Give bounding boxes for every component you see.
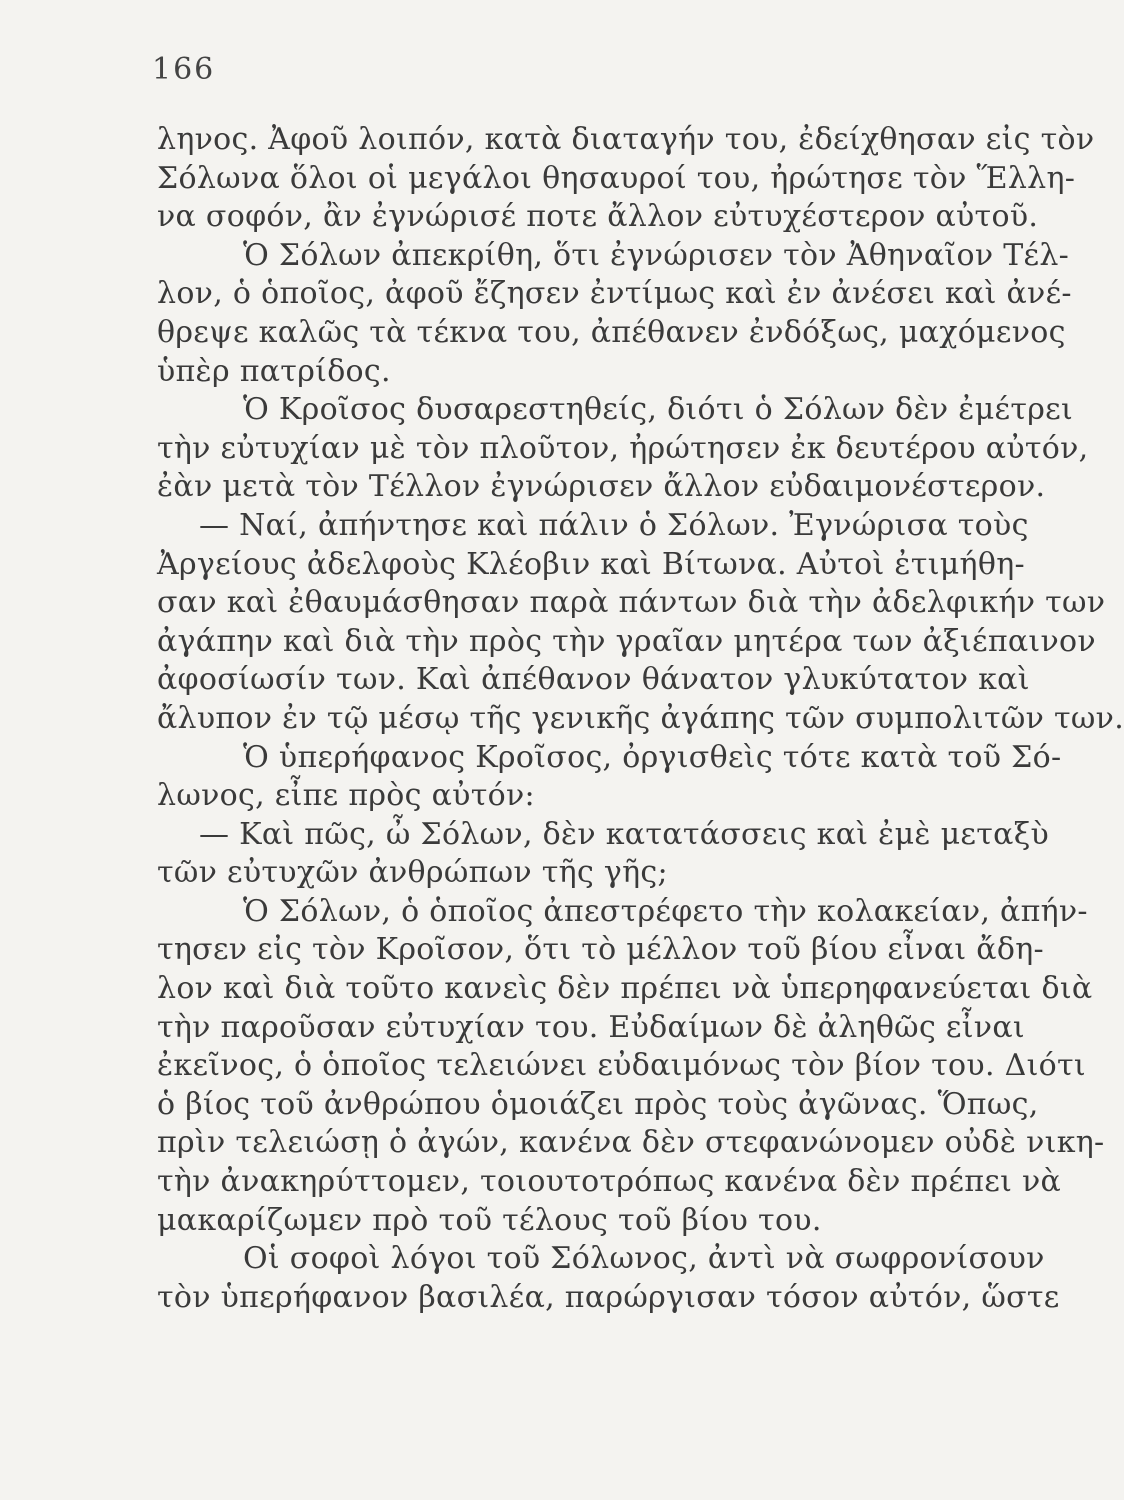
text-line: ἄλυπον ἐν τῷ μέσῳ τῆς γενικῆς ἀγάπης τῶν συμπολιτῶν των. bbox=[157, 700, 1124, 736]
text-line: Ὁ Σόλων ἀπεκρίθη, ὅτι ἐγνώρισεν τὸν Ἀθηναῖον Τέλ- bbox=[243, 237, 1070, 273]
text-line: Οἱ σοφοὶ λόγοι τοῦ Σόλωνος, ἀντὶ νὰ σωφρονίσουν bbox=[243, 1241, 1045, 1277]
text-line: Ὁ ὑπερήφανος Κροῖσος, ὀργισθεὶς τότε κατὰ τοῦ Σό- bbox=[243, 739, 1062, 775]
text-line: Ὁ Κροῖσος δυσαρεστηθείς, διότι ὁ Σόλων δὲν ἐμέτρει bbox=[243, 392, 1074, 428]
text-line: ἐκεῖνος, ὁ ὁποῖος τελειώνει εὐδαιμόνως τὸν βίον του. Διότι bbox=[157, 1048, 1086, 1084]
text-line: ἀγάπην καὶ διὰ τὴν πρὸς τὴν γραῖαν μητέρα των ἀξιέπαινον bbox=[157, 623, 1096, 659]
text-line: τῶν εὐτυχῶν ἀνθρώπων τῆς γῆς; bbox=[157, 855, 668, 891]
body-text bbox=[157, 121, 1124, 1317]
text-line: λον, ὁ ὁποῖος, ἀφοῦ ἔζησεν ἐντίμως καὶ ἐν ἀνέσει καὶ ἀνέ- bbox=[157, 276, 1072, 312]
text-line: ληνος. Ἀφοῦ λοιπόν, κατὰ διαταγήν του, ἐδείχθησαν εἰς τὸν bbox=[157, 122, 1095, 157]
text-line: μακαρίζωμεν πρὸ τοῦ τέλους τοῦ βίου του. bbox=[157, 1202, 822, 1238]
text-line: θρεψε καλῶς τὰ τέκνα του, ἀπέθανεν ἐνδόξως, μαχόμενος bbox=[157, 314, 1066, 350]
text-line: ἀφοσίωσίν των. Καὶ ἀπέθανον θάνατον γλυκύτατον καὶ bbox=[157, 662, 1030, 698]
text-line: λωνος, εἶπε πρὸς αὐτόν: bbox=[157, 778, 535, 814]
text-line: τὸν ὑπερήφανον βασιλέα, παρώργισαν τόσον αὐτόν, ὥστε bbox=[157, 1279, 1060, 1315]
text-line: λον καὶ διὰ τοῦτο κανεὶς δὲν πρέπει νὰ ὑπερηφανεύεται διὰ bbox=[157, 971, 1093, 1007]
text-line: τὴν εὐτυχίαν μὲ τὸν πλοῦτον, ἠρώτησεν ἐκ δευτέρου αὐτόν, bbox=[157, 430, 1089, 466]
text-line: Ὁ Σόλων, ὁ ὁποῖος ἀπεστρέφετο τὴν κολακείαν, ἀπήν- bbox=[243, 893, 1088, 929]
text-line: ἐὰν μετὰ τὸν Τέλλον ἐγνώρισεν ἄλλον εὐδαιμονέστερον. bbox=[157, 469, 1046, 505]
text-line: σαν καὶ ἐθαυμάσθησαν παρὰ πάντων διὰ τὴν ἀδελφικήν των bbox=[157, 585, 1106, 621]
page-number: 166 bbox=[152, 52, 216, 87]
text-line: — Ναί, ἀπήντησε καὶ πάλιν ὁ Σόλων. Ἐγνώρισα τοὺς bbox=[199, 507, 1029, 543]
text-line: τὴν ἀνακηρύττομεν, τοιουτοτρόπως κανένα δὲν πρέπει νὰ bbox=[157, 1164, 1062, 1200]
text-line: — Καὶ πῶς, ὦ Σόλων, δὲν κατατάσσεις καὶ ἐμὲ μεταξὺ bbox=[199, 816, 1050, 852]
text-line: ὁ βίος τοῦ ἀνθρώπου ὁμοιάζει πρὸς τοὺς ἀγῶνας. Ὅπως, bbox=[157, 1086, 1039, 1122]
text-line: Σόλωνα ὅλοι οἱ μεγάλοι θησαυροί του, ἠρώτησε τὸν Ἕλλη- bbox=[157, 160, 1076, 196]
text-line: πρὶν τελειώσῃ ὁ ἀγών, κανένα δὲν στεφανώνομεν οὐδὲ νικη- bbox=[157, 1125, 1105, 1161]
text-line: ὑπὲρ πατρίδος. bbox=[157, 353, 391, 389]
text-line: να σοφόν, ἂν ἐγνώρισέ ποτε ἄλλον εὐτυχέστερον αὐτοῦ. bbox=[157, 199, 1039, 235]
text-line: τὴν παροῦσαν εὐτυχίαν του. Εὐδαίμων δὲ ἀληθῶς εἶναι bbox=[157, 1009, 1025, 1045]
text-line: τησεν εἰς τὸν Κροῖσον, ὅτι τὸ μέλλον τοῦ βίου εἶναι ἄδη- bbox=[157, 932, 1044, 968]
text-line: Ἀργείους ἀδελφοὺς Κλέοβιν καὶ Βίτωνα. Αὐτοὶ ἐτιμήθη- bbox=[157, 546, 1025, 582]
